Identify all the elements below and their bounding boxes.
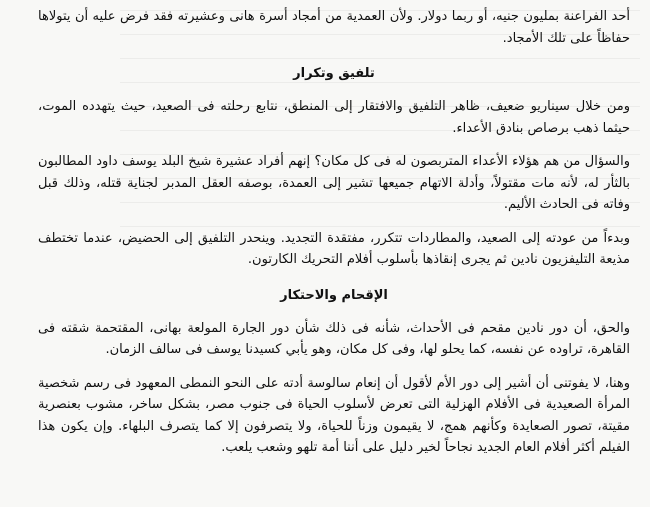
section-heading-insertion: الإقحام والاحتكار [280, 287, 388, 303]
section-heading-fabrication: تلفيق وتكرار [293, 66, 375, 81]
intro-paragraph: أحد الفراعنة بمليون جنيه، أو ربما دولار. ولأن العمدية من أمجاد أسرة هانى وعشيرته فقد فرض عليه أن يتولاها حفاظاً على تلك الأمجاد. [38, 9, 630, 46]
paragraph: والحق، أن دور نادين مقحم فى الأحداث، شأنه فى ذلك شأن دور الجارة المولعة بهانى، المقتحمة شقته فى القاهرة، تراوده عن نفسه، كما يحلو لها، وفى كل مكان، وهو يأبي كسيدنا يوسف فى سالف الزمان. [38, 320, 630, 357]
paragraph: والسؤال من هم هؤلاء الأعداء المتربصون له فى كل مكان؟ إنهم أفراد عشيرة شيخ البلد يوسف داود المطالبون بالثأر له، لأنه مات مقتولاً، وأدلة الاتهام جميعها تشير إلى العمدة، بوصفه العقل المدبر لجناية قتله، وذلك قبل وفاته فى الحادث الأليم. [38, 154, 630, 212]
article-body [38, 6, 630, 459]
paragraph: ومن خلال سيناريو ضعيف، ظاهر التلفيق والافتقار إلى المنطق، نتابع رحلته فى الصعيد، حيث يتهدده الموت، حيثما ذهب برصاص بنادق الأعداء. [38, 99, 630, 136]
paragraph: وبدءاً من عودته إلى الصعيد، والمطاردات تتكرر، مفتقدة التجديد. وينحدر التلفيق إلى الحضيض، عندما تختطف مذيعة التليفزيون نادين ثم يجرى إنقاذها بأسلوب أفلام التحريك الكارتون. [38, 230, 630, 267]
paragraph: وهنا، لا يفوتنى أن أشير إلى دور الأم لأقول أن إنعام سالوسة أدته على النحو النمطى المعهود فى رسم شخصية المرأة الصعيدية فى الأفلام الهزلية التى تعرض لأسلوب الحياة فى جنوب مصر، بشكل ساخر، مشوب بعنصرية مقيتة، تصور الصعايدة وكأنهم همج، لا يقيمون وزناً للحياة، ولا يتصرفون إلا كما يتصرف البلهاء. وإن يكون هذا الفيلم أكثر أفلام العام الجديد نجاحاً لخير دليل على أننا أمة تلهو وشعب يلعب. [38, 375, 630, 455]
